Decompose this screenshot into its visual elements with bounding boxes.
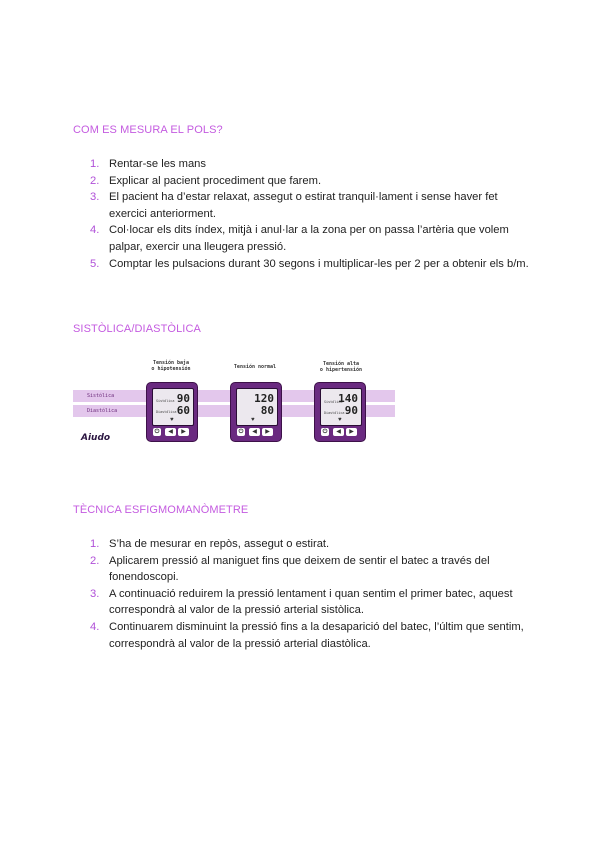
power-icon: ⏻ <box>154 429 160 435</box>
device-title-line: Tensión normal <box>233 364 277 370</box>
list-number: 1. <box>90 538 100 550</box>
chevron-left-icon: ◀ <box>333 428 344 436</box>
systolic-reading: 90 <box>176 392 190 405</box>
list-text: Rentar-se les mans <box>109 158 206 170</box>
list-number: 4. <box>90 224 100 237</box>
device-title-line: Tensión baja <box>152 360 190 366</box>
chevron-right-icon: ▶ <box>346 428 357 436</box>
device-title-high <box>311 361 371 373</box>
list-text: A continuació reduirem la pressió lentament i quan sentim el primer batec, aquest correspondrà al valor de la pressió arterial sistòlica. <box>109 587 513 617</box>
list-number: 2. <box>90 554 100 567</box>
device-buttons <box>237 428 275 437</box>
list-item <box>90 536 530 553</box>
list-number: 3. <box>90 587 100 600</box>
band-label-systolic: Sistólica <box>87 393 115 399</box>
brand-logo: Aiudo <box>81 433 111 443</box>
list-text: Col·locar els dits índex, mitjà i anul·lar a la zona per on passa l’artèria que volem palpar, exercir una lleugera pressió. <box>109 224 509 253</box>
heart-icon: ♥ <box>338 417 342 423</box>
device-buttons <box>153 428 191 437</box>
list-item <box>90 553 530 586</box>
heart-icon: ♥ <box>251 417 255 423</box>
monitor-screen <box>236 388 278 426</box>
mini-label: Sistólica <box>324 400 343 404</box>
list-item <box>90 173 530 190</box>
list-text: Continuarem disminuint la pressió fins a la desaparició del batec, l’últim que sentim, correspondrà al valor de la pressió arterial diastòlica. <box>109 620 524 650</box>
list-text: S’ha de mesurar en repòs, assegut o estirat. <box>109 538 330 550</box>
list-item <box>90 619 530 652</box>
systolic-reading: 140 <box>338 392 358 405</box>
list-text: Explicar al pacient procediment que farem. <box>109 174 322 187</box>
device-title-normal <box>225 364 285 370</box>
chevron-right-icon: ▶ <box>262 428 273 436</box>
monitor-screen <box>320 388 362 426</box>
list-number: 3. <box>90 191 100 204</box>
diastolic-reading: 90 <box>344 404 358 417</box>
list-item <box>90 156 530 173</box>
mini-label: Diastólica <box>324 411 345 415</box>
monitor-screen <box>152 388 194 426</box>
mini-label: Sistólica <box>156 399 175 403</box>
band-label-diastolic: Diastólica <box>87 408 118 414</box>
diastolic-reading: 60 <box>176 404 190 417</box>
list-text: Aplicarem pressió al maniguet fins que deixem de sentir el batec a través del fonendoscopi. <box>109 554 490 584</box>
chevron-left-icon: ◀ <box>165 428 176 436</box>
section-title-systolic: SISTÒLICA/DIASTÒLICA <box>73 323 201 335</box>
list-item <box>90 256 530 273</box>
heart-icon: ♥ <box>170 417 174 423</box>
device-title-line: o hipertensión <box>319 367 363 373</box>
power-icon: ⏻ <box>238 429 244 435</box>
section-title-technique: TÈCNICA ESFIGMOMANÒMETRE <box>73 504 249 516</box>
list-item <box>90 189 530 222</box>
device-title-line: o hipotensión <box>151 366 191 372</box>
chevron-right-icon: ▶ <box>178 428 189 436</box>
list-item <box>90 586 530 619</box>
diastolic-reading: 80 <box>260 404 274 417</box>
list-number: 1. <box>90 158 100 170</box>
list-text: Comptar les pulsacions durant 30 segons i multiplicar-les per 2 per a obtenir els b/m. <box>109 257 529 270</box>
device-title-low <box>143 360 199 372</box>
chevron-left-icon: ◀ <box>249 428 260 436</box>
mini-label: Diastólica <box>156 410 177 414</box>
monitor-device-normal <box>230 382 282 442</box>
section-title-pulse: COM ES MESURA EL POLS? <box>73 124 223 136</box>
technique-steps-list <box>90 536 530 652</box>
monitor-device-high <box>314 382 366 442</box>
list-number: 5. <box>90 257 100 270</box>
pulse-steps-list <box>90 156 530 272</box>
list-number: 4. <box>90 620 100 633</box>
blood-pressure-diagram <box>73 356 395 448</box>
systolic-reading: 120 <box>254 392 274 405</box>
monitor-device-low <box>146 382 198 442</box>
power-icon: ⏻ <box>322 429 328 435</box>
list-text: El pacient ha d’estar relaxat, assegut o estirat tranquil·lament i sense haver fet exercici anteriorment. <box>109 191 498 220</box>
device-buttons <box>321 428 359 437</box>
list-number: 2. <box>90 174 100 187</box>
list-item <box>90 222 530 255</box>
device-title-line: Tensión alta <box>322 361 360 367</box>
